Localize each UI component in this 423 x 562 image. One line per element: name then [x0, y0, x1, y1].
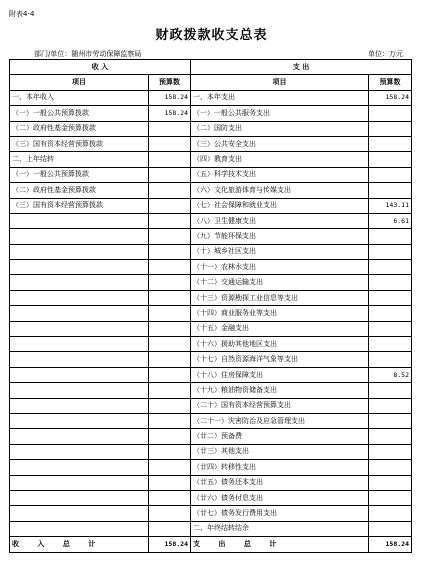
income-item: [10, 244, 149, 259]
expense-value: [369, 275, 412, 290]
table-row: [10, 121, 412, 136]
expense-value: [369, 475, 412, 490]
income-item: （二）政府性基金预算拨款: [10, 121, 149, 136]
income-value: [149, 321, 191, 336]
table-row: [10, 506, 412, 521]
expense-item: （九）节能环保支出: [191, 229, 369, 244]
income-value: [149, 183, 191, 198]
expense-item: （五）科学技术支出: [191, 167, 369, 182]
expense-item: （八）卫生健康支出: [191, 213, 369, 228]
expense-value: [369, 244, 412, 259]
income-value: [149, 244, 191, 259]
expense-budget-header: 预算数: [369, 75, 412, 90]
expense-value: [369, 413, 412, 428]
income-item: [10, 306, 149, 321]
income-item: （三）国有资本经营预算拨款: [10, 136, 149, 151]
income-total-value: 158.24: [149, 537, 191, 552]
expense-value: [369, 506, 412, 521]
income-item: [10, 337, 149, 352]
income-value: [149, 413, 191, 428]
income-value: [149, 475, 191, 490]
table-row: [10, 136, 412, 151]
table-row: [10, 90, 412, 105]
income-value: [149, 337, 191, 352]
expense-item: 一、本年支出: [191, 90, 369, 105]
income-value: 158.24: [149, 90, 191, 105]
expense-item: （廿七）债务发行费用支出: [191, 506, 369, 521]
expense-value: 8.52: [369, 367, 412, 382]
income-item: [10, 367, 149, 382]
expense-item: （一）一般公共服务支出: [191, 106, 369, 121]
income-item: 二、上年结转: [10, 152, 149, 167]
table-row: [10, 275, 412, 290]
table-row: [10, 352, 412, 367]
income-value: [149, 136, 191, 151]
annex-label: 附表4-4: [9, 10, 35, 18]
expense-value: [369, 521, 412, 536]
table-row: [10, 321, 412, 336]
income-value: [149, 198, 191, 213]
expense-value: [369, 121, 412, 136]
expense-item: （十一）农林水支出: [191, 260, 369, 275]
income-value: [149, 521, 191, 536]
table-row: [10, 490, 412, 505]
table-row: [10, 383, 412, 398]
income-item: [10, 321, 149, 336]
expense-value: 143.11: [369, 198, 412, 213]
expense-value: 158.24: [369, 90, 412, 105]
table-row: [10, 244, 412, 259]
income-item: （三）国有资本经营预算拨款: [10, 198, 149, 213]
income-item: [10, 475, 149, 490]
income-value: [149, 490, 191, 505]
income-value: [149, 367, 191, 382]
income-value: [149, 444, 191, 459]
income-item: 一、本年收入: [10, 90, 149, 105]
income-value: [149, 460, 191, 475]
table-row: [10, 260, 412, 275]
table-row: [10, 429, 412, 444]
table-row: [10, 521, 412, 536]
expense-value: [369, 398, 412, 413]
income-item: （一）一般公共预算拨款: [10, 106, 149, 121]
expense-item: （十九）粮油物资储备支出: [191, 383, 369, 398]
expense-item: （廿三）其他支出: [191, 444, 369, 459]
income-value: [149, 275, 191, 290]
table-row: [10, 290, 412, 305]
expense-header: 支 出: [191, 60, 412, 75]
income-value: [149, 352, 191, 367]
table-row: [10, 444, 412, 459]
expense-item: （十八）住房保障支出: [191, 367, 369, 382]
expense-value: [369, 490, 412, 505]
income-value: [149, 229, 191, 244]
expense-item: （十）城乡社区支出: [191, 244, 369, 259]
expense-item: （十六）援助其他地区支出: [191, 337, 369, 352]
expense-item: （六）文化旅游体育与传媒支出: [191, 183, 369, 198]
expense-value: [369, 383, 412, 398]
table-row: [10, 413, 412, 428]
unit-label: 单位：万元: [368, 50, 403, 58]
page-title: 财政拨款收支总表: [155, 28, 268, 43]
table-row: [10, 337, 412, 352]
expense-value: [369, 183, 412, 198]
income-value: [149, 152, 191, 167]
expense-value: [369, 290, 412, 305]
expense-total-label: 支 出 总 计: [191, 537, 369, 552]
expense-value: [369, 306, 412, 321]
table-row: [10, 475, 412, 490]
expense-item: （廿四）转移性支出: [191, 460, 369, 475]
section-header-row: [10, 60, 412, 75]
income-item: [10, 398, 149, 413]
income-item: （一）一般公共预算拨款: [10, 167, 149, 182]
table-row: [10, 106, 412, 121]
income-item: [10, 521, 149, 536]
table-row: [10, 198, 412, 213]
table-row: [10, 306, 412, 321]
income-item: [10, 260, 149, 275]
expense-item: （十五）金融支出: [191, 321, 369, 336]
expense-value: [369, 321, 412, 336]
expense-item: （十七）自然资源海洋气象等支出: [191, 352, 369, 367]
expense-item: （廿五）债务还本支出: [191, 475, 369, 490]
income-item: [10, 413, 149, 428]
income-header: 收 入: [10, 60, 191, 75]
income-item: [10, 429, 149, 444]
expense-item: （十四）商业服务业等支出: [191, 306, 369, 321]
income-total-label: 收 入 总 计: [10, 537, 149, 552]
expense-value: 6.61: [369, 213, 412, 228]
income-item: [10, 460, 149, 475]
income-item: [10, 213, 149, 228]
expense-item: （廿六）债务付息支出: [191, 490, 369, 505]
income-item: [10, 229, 149, 244]
expense-item: （廿二）预备费: [191, 429, 369, 444]
expense-item: （三）公共安全支出: [191, 136, 369, 151]
expense-item: （十三）资源勘探工业信息等支出: [191, 290, 369, 305]
income-item-header: 项目: [10, 75, 149, 90]
income-value: [149, 121, 191, 136]
column-header-row: [10, 75, 412, 90]
expense-value: [369, 229, 412, 244]
income-value: [149, 429, 191, 444]
expense-item-header: 项目: [191, 75, 369, 90]
expense-item: （二）国防支出: [191, 121, 369, 136]
department-label: 部门/单位：随州市劳动保障监察局: [34, 50, 142, 58]
table-row: [10, 460, 412, 475]
table-row: [10, 167, 412, 182]
table-row: [10, 229, 412, 244]
table-row: [10, 213, 412, 228]
table-row: [10, 152, 412, 167]
expense-value: [369, 167, 412, 182]
income-value: [149, 383, 191, 398]
expense-value: [369, 337, 412, 352]
expense-item: （十二）交通运输支出: [191, 275, 369, 290]
income-item: [10, 383, 149, 398]
income-value: [149, 167, 191, 182]
income-item: （二）政府性基金预算拨款: [10, 183, 149, 198]
income-value: 158.24: [149, 106, 191, 121]
income-item: [10, 490, 149, 505]
expense-value: [369, 106, 412, 121]
expense-item: （二十）国有资本经营预算支出: [191, 398, 369, 413]
table-row: [10, 398, 412, 413]
table-row: [10, 367, 412, 382]
income-value: [149, 260, 191, 275]
income-item: [10, 444, 149, 459]
income-item: [10, 290, 149, 305]
income-budget-header: 预算数: [149, 75, 191, 90]
expense-item: （四）教育支出: [191, 152, 369, 167]
income-value: [149, 213, 191, 228]
expense-value: [369, 429, 412, 444]
table-row: [10, 183, 412, 198]
income-value: [149, 506, 191, 521]
fiscal-summary-table: [9, 59, 412, 553]
expense-value: [369, 352, 412, 367]
income-value: [149, 290, 191, 305]
expense-value: [369, 152, 412, 167]
expense-value: [369, 460, 412, 475]
expense-value: [369, 136, 412, 151]
income-item: [10, 352, 149, 367]
expense-item: 二、年终结转结余: [191, 521, 369, 536]
expense-value: [369, 444, 412, 459]
income-item: [10, 275, 149, 290]
expense-item: （七）社会保障和就业支出: [191, 198, 369, 213]
income-value: [149, 398, 191, 413]
income-item: [10, 506, 149, 521]
expense-value: [369, 260, 412, 275]
expense-item: （二十一）灾害防治及应急管理支出: [191, 413, 369, 428]
expense-total-value: 158.24: [369, 537, 412, 552]
total-row: [10, 537, 412, 552]
income-value: [149, 306, 191, 321]
